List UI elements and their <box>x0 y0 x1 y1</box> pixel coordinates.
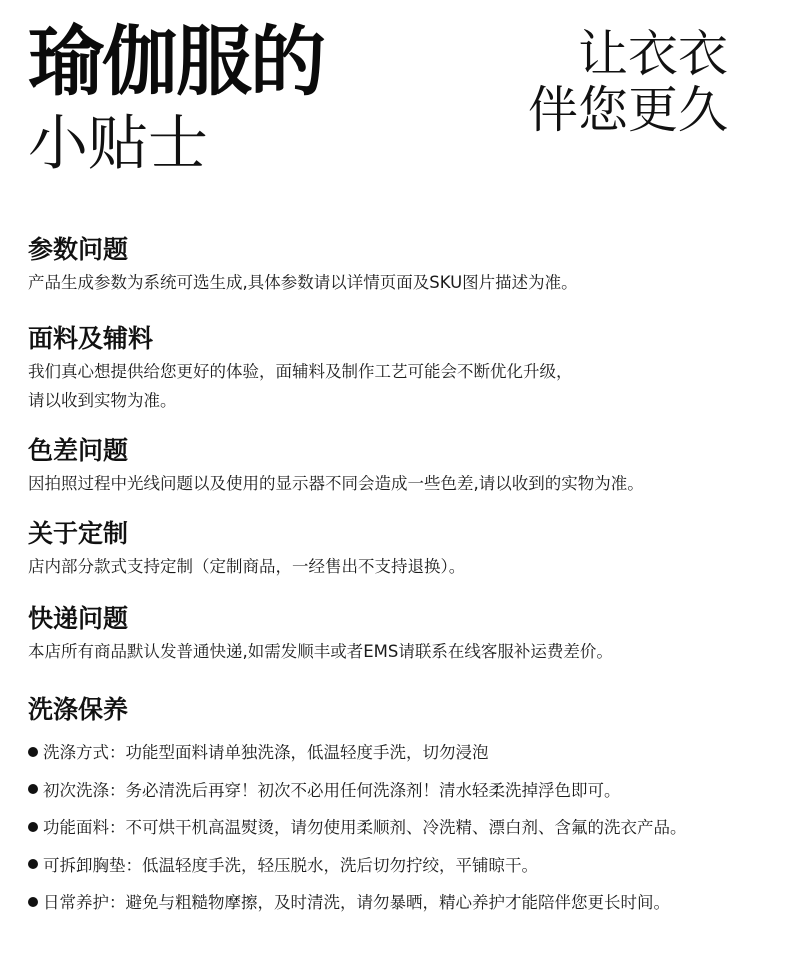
section-care <box>28 692 768 922</box>
section-text: 本店所有商品默认发普通快递,如需发顺丰或者EMS请联系在线客服补运费差价。 <box>28 642 613 661</box>
care-list <box>28 734 768 922</box>
care-text: 避免与粗糙物摩擦，及时清洗，请勿暴晒，精心养护才能陪伴您更长时间。 <box>125 893 670 912</box>
list-item <box>28 809 768 847</box>
section-text: 因拍照过程中光线问题以及使用的显示器不同会造成一些色差,请以收到的实物为准。 <box>28 474 644 493</box>
care-text: 务必清洗后再穿！初次不必用任何洗涤剂！清水轻柔洗掉浮色即可。 <box>125 780 621 800</box>
tips-sections <box>28 232 768 922</box>
care-text: 不可烘干机高温熨烫，请勿使用柔顺剂、冷洗精、漂白剂、含氟的洗衣产品。 <box>125 818 687 837</box>
bullet-icon <box>28 747 38 757</box>
care-label: 可拆卸胸垫： <box>43 855 142 875</box>
bullet-icon <box>28 859 38 869</box>
section-text: 我们真心想提供给您更好的体验，面辅料及制作工艺可能会不断优化升级， <box>28 362 573 381</box>
section-title: 洗涤保养 <box>28 695 129 724</box>
list-item <box>28 772 768 810</box>
section-color-difference <box>28 433 768 498</box>
slogan-line-1: 让衣衣 <box>578 25 728 83</box>
section-shipping <box>28 601 768 666</box>
page-subtitle: 小贴士 <box>28 109 208 179</box>
section-title: 面料及辅料 <box>28 324 154 353</box>
page-title: 瑜伽服的 <box>28 17 324 106</box>
care-label: 功能面料： <box>43 818 126 837</box>
section-text: 请以收到实物为准。 <box>28 391 177 410</box>
section-title: 色差问题 <box>28 436 129 465</box>
slogan-line-2: 伴您更久 <box>528 81 728 139</box>
care-label: 日常养护： <box>43 893 126 912</box>
list-item <box>28 734 768 772</box>
section-fabric <box>28 321 768 415</box>
bullet-icon <box>28 897 38 907</box>
care-text: 功能型面料请单独洗涤，低温轻度手洗，切勿浸泡 <box>125 743 489 762</box>
list-item <box>28 847 768 885</box>
section-text: 店内部分款式支持定制（定制商品，一经售出不支持退换）。 <box>28 557 466 576</box>
bullet-icon <box>28 822 38 832</box>
care-text: 低温轻度手洗，轻压脱水，洗后切勿拧绞，平铺晾干。 <box>142 855 538 875</box>
slogan <box>528 26 728 138</box>
care-label: 初次洗涤： <box>43 780 126 800</box>
section-customization <box>28 516 768 581</box>
section-title: 关于定制 <box>28 519 129 548</box>
section-title: 参数问题 <box>28 235 129 264</box>
section-text: 产品生成参数为系统可选生成,具体参数请以详情页面及SKU图片描述为准。 <box>28 273 578 292</box>
section-parameters <box>28 232 768 297</box>
list-item <box>28 884 768 922</box>
bullet-icon <box>28 784 38 794</box>
section-title: 快递问题 <box>28 604 129 633</box>
care-label: 洗涤方式： <box>43 743 126 762</box>
